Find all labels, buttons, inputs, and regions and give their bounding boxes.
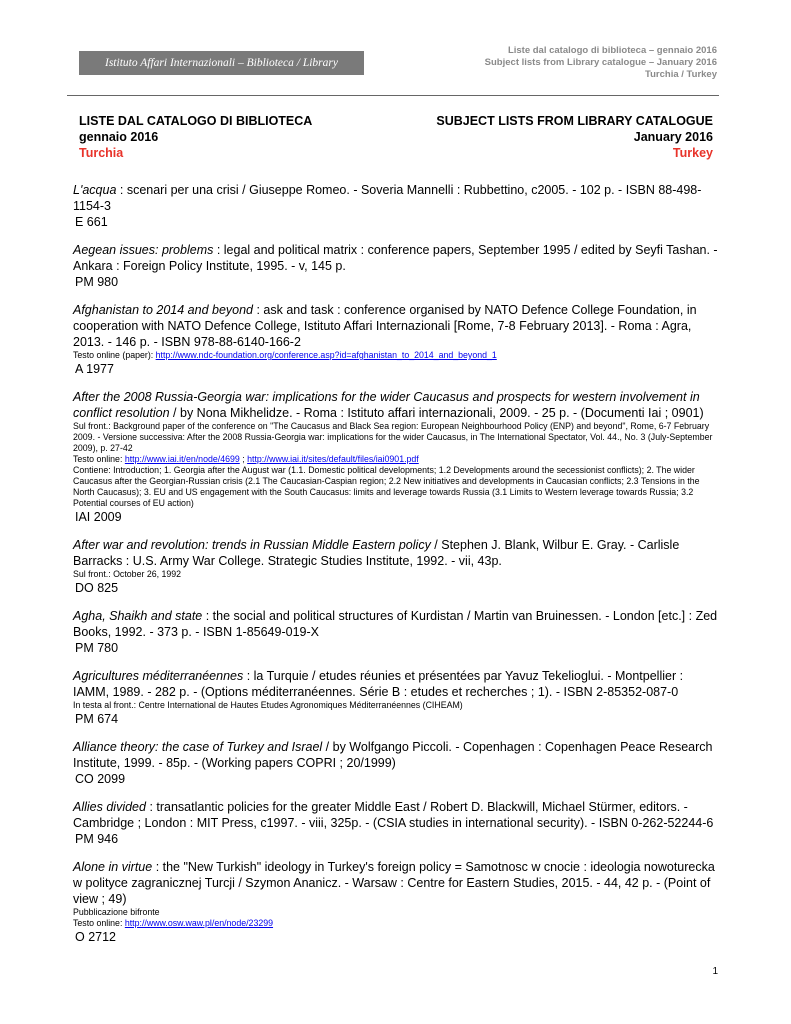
entry-note-text: Testo online (paper): xyxy=(73,350,156,360)
entry-title: Aegean issues: problems xyxy=(73,243,214,257)
catalogue-entry xyxy=(73,242,718,290)
entry-note-text: Pubblicazione bifronte xyxy=(73,907,160,917)
title-english-date: January 2016 xyxy=(633,130,713,144)
entry-note-text: Contiene: Introduction; 1. Georgia after the August war (1.1. Domestic political developments; 1.2 Developments around the secessionist conflicts); 2. The wider Caucasus after the Georgian-Russian crisis (2.1 The Caucasian-Caspian region; 2.2 New initiatives and developments in Caucasian conflicts; 2.3 Tensions in the North Caucasus); 3. EU and US engagement with the South Caucasus: limits and leverage towards Russia (3.1 Limits to Western leverage towards Russia; 3.2 Potential courses of EU action) xyxy=(73,465,700,508)
catalogue-entry xyxy=(73,302,718,377)
shelf-location: PM 674 xyxy=(75,712,119,726)
title-italian xyxy=(79,113,312,161)
entry-note: Testo online: http://www.iai.it/en/node/4699 ; http://www.iai.it/sites/default/files/iai0901.pdf xyxy=(73,454,419,464)
entry-note-text: Sul front.: October 26, 1992 xyxy=(73,569,182,579)
entry-title: L'acqua xyxy=(73,183,117,197)
header-divider xyxy=(67,95,719,96)
shelf-location: A 1977 xyxy=(75,362,114,376)
title-english xyxy=(436,113,713,161)
page-number: 1 xyxy=(712,966,718,977)
title-english-subject: Turkey xyxy=(672,146,713,160)
entry-details: : scenari per una crisi / Giuseppe Romeo. - Soveria Mannelli : Rubbettino, c2005. - 102 p. - ISBN 88-498-1154-3 xyxy=(73,183,702,213)
catalogue-entry xyxy=(73,668,718,727)
library-banner: Istituto Affari Internazionali – Biblioteca / Library xyxy=(79,51,364,75)
entry-note xyxy=(73,918,718,929)
entry-description xyxy=(73,668,718,700)
title-english-line1: SUBJECT LISTS FROM LIBRARY CATALOGUE xyxy=(436,114,713,128)
entry-description xyxy=(73,537,718,569)
catalogue-entry xyxy=(73,859,718,945)
catalogue-entry xyxy=(73,608,718,656)
entry-title: Alliance theory: the case of Turkey and Israel xyxy=(73,740,323,754)
catalogue-entry xyxy=(73,799,718,847)
entry-note-text: Testo online: xyxy=(73,918,125,928)
running-header-line: Liste dal catalogo di biblioteca – gennaio 2016 xyxy=(507,45,717,56)
entry-note-text: Testo online: xyxy=(73,454,125,464)
entry-description xyxy=(73,859,718,907)
entry-details: : transatlantic policies for the greater Middle East / Robert D. Blackwill, Michael Stürmer, editors. - Cambridge ; London : MIT Press, c1997. - viii, 325p. - (CSIA studies in international security). - ISBN 0-262-52244-6 xyxy=(73,800,714,830)
catalogue-entry xyxy=(73,182,718,230)
entry-title: Agha, Shaikh and state xyxy=(73,609,203,623)
shelf-location: IAI 2009 xyxy=(75,510,122,524)
entry-title: After war and revolution: trends in Russian Middle Eastern policy xyxy=(73,538,431,552)
shelf-location: CO 2099 xyxy=(75,772,126,786)
entry-description xyxy=(73,182,718,214)
online-text-link[interactable]: http://www.iai.it/en/node/4699 xyxy=(124,454,240,464)
entry-description xyxy=(73,799,718,831)
online-text-link[interactable]: http://www.iai.it/sites/default/files/iai0901.pdf xyxy=(247,454,419,464)
shelf-location: E 661 xyxy=(75,215,108,229)
catalogue-entry xyxy=(73,389,718,525)
entry-note xyxy=(73,421,718,454)
shelf-location: PM 780 xyxy=(75,641,119,655)
shelf-location: PM 980 xyxy=(75,275,119,289)
entry-title: Agricultures méditerranéennes xyxy=(73,669,244,683)
entry-description xyxy=(73,608,718,640)
entry-details: : ask and task : conference organised by NATO Defence College Foundation, in cooperation with NATO Defence College, Istituto Affari Internazionali [Rome, 7-8 February 2013]. - Roma : Agra, 2013. - 146 p. - ISBN 978-88-6140-166-2 xyxy=(73,303,697,349)
title-italian-line1: LISTE DAL CATALOGO DI BIBLIOTECA xyxy=(79,114,313,128)
entry-details: : la Turquie / etudes réunies et présentées par Yavuz Tekelioglui. - Montpellier : IAMM, 1989. - 282 p. - (Options méditerranéennes. Série B : etudes et recherches ; 1). - ISBN 2-85352-087-0 xyxy=(73,669,684,699)
online-text-link[interactable]: http://www.osw.waw.pl/en/node/23299 xyxy=(124,918,274,928)
entry-details: : the "New Turkish" ideology in Turkey's foreign policy = Samotnosc w cnocie : ideologia nowoturecka w polityce zagranicznej Turcji / Szymon Ananicz. - Warsaw : Centre for Eastern Studies, 2015. - 44, 42 p. - (Point of view ; 49) xyxy=(73,860,715,906)
shelf-location: O 2712 xyxy=(75,930,117,944)
entry-note-text: In testa al front.: Centre International de Hautes Etudes Agronomiques Méditerranéennes (CIHEAM) xyxy=(73,700,463,710)
running-header-line: Turchia / Turkey xyxy=(645,69,717,80)
entry-title: After the 2008 Russia-Georgia war: implications for the wider Caucasus and prospects for western involvement in conflict resolution xyxy=(73,390,700,420)
entry-details: : legal and political matrix : conference papers, September 1995 / edited by Seyfi Tashan. - Ankara : Foreign Policy Institute, 1995. - v, 145 p. xyxy=(73,243,718,273)
entry-title: Allies divided xyxy=(73,800,146,814)
running-header xyxy=(485,45,717,81)
running-header-line: Subject lists from Library catalogue – January 2016 xyxy=(484,57,717,68)
entry-title: Afghanistan to 2014 and beyond xyxy=(73,303,254,317)
entry-title: Alone in virtue xyxy=(73,860,153,874)
title-italian-subject: Turchia xyxy=(79,146,124,160)
catalogue-entry xyxy=(73,739,718,787)
catalogue-entries xyxy=(73,182,718,957)
entry-details: : the social and political structures of Kurdistan / Martin van Bruinessen. - London [etc.] : Zed Books, 1992. - 373 p. - ISBN 1-85649-019-X xyxy=(73,609,718,639)
shelf-location: PM 946 xyxy=(75,832,119,846)
entry-note xyxy=(73,350,718,361)
online-text-link[interactable]: http://www.ndc-foundation.org/conference.asp?id=afghanistan_to_2014_and_beyond_1 xyxy=(155,350,497,360)
entry-details: / by Wolfgango Piccoli. - Copenhagen : Copenhagen Peace Research Institute, 1999. - 85p. - (Working papers COPRI ; 20/1999) xyxy=(73,740,713,770)
catalogue-entry xyxy=(73,537,718,596)
entry-details: / by Nona Mikhelidze. - Roma : Istituto affari internazionali, 2009. - 25 p. - (Documenti Iai ; 0901) xyxy=(169,406,704,420)
entry-note xyxy=(73,465,718,509)
entry-note xyxy=(73,907,718,918)
entry-description xyxy=(73,302,718,350)
entry-note xyxy=(73,700,718,711)
entry-description xyxy=(73,739,718,771)
entry-description xyxy=(73,389,718,421)
entry-description xyxy=(73,242,718,274)
entry-note xyxy=(73,569,718,580)
shelf-location: DO 825 xyxy=(75,581,119,595)
entry-note-text: Sul front.: Background paper of the conference on "The Caucasus and Black Sea region: European Neighbourhood Policy (ENP) and beyond", Rome, 6-7 February 2009. - Versione successiva: After the 2008 Russia-Georgia war: implications for the wider Caucasus, in The International Spectator, Vol. 44., No. 3 (July-September 2009), p. 27-42 xyxy=(73,421,713,453)
entry-details: / Stephen J. Blank, Wilbur E. Gray. - Carlisle Barracks : U.S. Army War College. Strategic Studies Institute, 1992. - vii, 43p. xyxy=(73,538,680,568)
title-italian-date: gennaio 2016 xyxy=(79,130,159,144)
